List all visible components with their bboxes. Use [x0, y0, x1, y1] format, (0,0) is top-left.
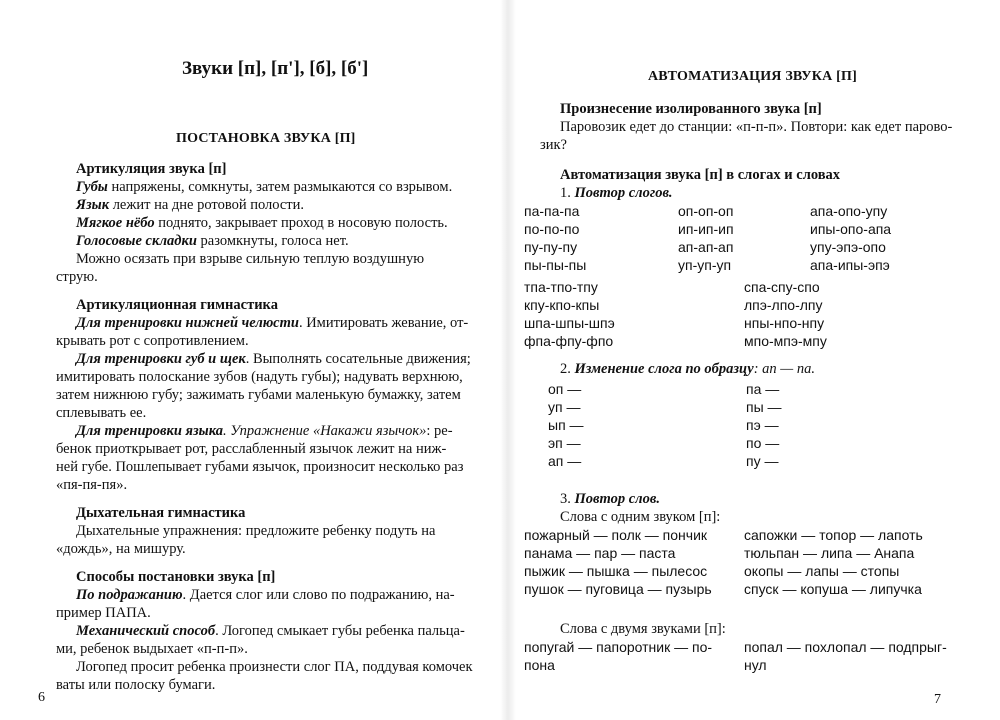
word-row: спуск — копуша — липучка — [744, 581, 922, 597]
pattern-item: ап — — [548, 453, 582, 469]
syllable-item: апа-опо-упу — [810, 203, 888, 219]
right-page — [508, 0, 1000, 720]
methods-line: ми, ребенок выдыхает «п-п-п». — [56, 641, 248, 657]
isolated-heading: Произнесение изолированного звука [п] — [560, 101, 822, 117]
page-title: Звуки [п], [п'], [б], [б'] — [182, 58, 369, 79]
syllable-item: ип-ип-ип — [678, 221, 734, 237]
page-number: 7 — [934, 692, 941, 707]
articulation-para: струю. — [56, 269, 98, 285]
articulation-line: Язык лежит на дне ротовой полости. — [76, 197, 305, 213]
gymnastics-line: Для тренировки губ и щек. Выполнять сосательные движения; — [76, 351, 471, 367]
page-title: АВТОМАТИЗАЦИЯ ЗВУКА [П] — [648, 69, 857, 84]
gymnastics-line: ней губе. Пошлепывает губами язычок, произносит несколько раз — [56, 459, 464, 475]
word-row: панама — пар — паста — [524, 545, 676, 561]
syllable-item: пы-пы-пы — [524, 257, 587, 273]
syllable-item: нпы-нпо-нпу — [744, 315, 825, 331]
syllable-item: фпа-фпу-фпо — [524, 333, 614, 349]
pattern-item: пу — — [746, 453, 779, 469]
syllable-item: шпа-шпы-шпэ — [524, 315, 615, 331]
gymnastics-line: имитировать полоскание зубов (надуть губы); надувать верхнюю, — [56, 369, 463, 385]
syllable-item: мпо-мпэ-мпу — [744, 333, 827, 349]
syllable-item: пу-пу-пу — [524, 239, 578, 255]
syllable-item: лпэ-лпо-лпу — [744, 297, 823, 313]
articulation-line: Голосовые складки разомкнуты, голоса нет. — [76, 233, 349, 249]
pattern-item: па — — [746, 381, 780, 397]
pattern-item: пэ — — [746, 417, 779, 433]
methods-heading: Способы постановки звука [п] — [76, 569, 276, 585]
pattern-item: ып — — [548, 417, 584, 433]
word-row: пыжик — пышка — пылесос — [524, 563, 708, 579]
isolated-line: Паровозик едет до станции: «п-п-п». Повтори: как едет парово- — [560, 119, 953, 135]
gymnastics-line: Для тренировки нижней челюсти. Имитировать жевание, от- — [76, 315, 469, 331]
word-row: нул — [744, 657, 767, 673]
page-number: 6 — [38, 690, 45, 705]
breathing-line: «дождь», на мишуру. — [56, 541, 186, 557]
gymnastics-line: сплевывать ее. — [56, 405, 147, 421]
pattern-item: уп — — [548, 399, 581, 415]
syllable-item: уп-уп-уп — [678, 257, 732, 273]
syllable-item: оп-оп-оп — [678, 203, 734, 219]
word-row: окопы — лапы — стопы — [744, 563, 900, 579]
methods-line: Логопед просит ребенка произнести слог ПА, поддувая комочек — [76, 659, 473, 675]
word-row: тюльпан — липа — Анапа — [744, 545, 915, 561]
isolated-line: зик? — [540, 137, 567, 153]
methods-line: По подражанию. Дается слог или слово по подражанию, на- — [76, 587, 455, 603]
gymnastics-line: Для тренировки языка. Упражнение «Накажи язычок»: ре- — [76, 423, 453, 439]
methods-line: Механический способ. Логопед смыкает губы ребенка пальца- — [76, 623, 465, 639]
syllable-item: апа-ипы-эпэ — [810, 257, 890, 273]
gymnastics-line: затем нижнюю губу; зажимать губами маленькую бумажку, затем — [56, 387, 461, 403]
gymnastics-heading: Артикуляционная гимнастика — [76, 297, 278, 313]
word-row: сапожки — топор — лапоть — [744, 527, 923, 543]
syllable-item: упу-эпэ-опо — [810, 239, 886, 255]
word-row: пожарный — полк — пончик — [524, 527, 708, 543]
word-row: попал — похлопал — подпрыг- — [744, 639, 947, 655]
syllables-heading: Автоматизация звука [п] в слогах и словах — [560, 167, 841, 183]
pattern-item: оп — — [548, 381, 582, 397]
syllable-item: па-па-па — [524, 203, 580, 219]
syllable-item: ап-ап-ап — [678, 239, 734, 255]
syllable-item: ипы-опо-апа — [810, 221, 892, 237]
pattern-item: эп — — [548, 435, 581, 451]
articulation-heading: Артикуляция звука [п] — [76, 161, 227, 177]
task-3-heading: 3. Повтор слов. — [560, 491, 660, 507]
task-2-heading: 2. Изменение слога по образцу: ап — па. — [560, 361, 815, 377]
gymnastics-line: «пя-пя-пя». — [56, 477, 128, 493]
one-sound-label: Слова с одним звуком [п]: — [560, 509, 721, 525]
word-row: пушок — пуговица — пузырь — [524, 581, 712, 597]
methods-line: ваты или полоску бумаги. — [56, 677, 216, 693]
two-sounds-label: Слова с двумя звуками [п]: — [560, 621, 726, 637]
syllable-item: кпу-кпо-кпы — [524, 297, 600, 313]
gymnastics-line: бенок приоткрывает рот, расслабленный язычок лежит на ниж- — [56, 441, 447, 457]
syllable-item: спа-спу-спо — [744, 279, 820, 295]
section-title: ПОСТАНОВКА ЗВУКА [П] — [176, 131, 356, 146]
breathing-heading: Дыхательная гимнастика — [76, 505, 246, 521]
articulation-line: Мягкое нёбо поднято, закрывает проход в носовую полость. — [76, 215, 448, 231]
word-row: попугай — папоротник — по- — [524, 639, 713, 655]
articulation-para: Можно осязать при взрыве сильную теплую воздушную — [76, 251, 425, 267]
syllable-item: тпа-тпо-тпу — [524, 279, 598, 295]
breathing-line: Дыхательные упражнения: предложите ребенку подуть на — [76, 523, 436, 539]
word-row: пона — [524, 657, 555, 673]
gymnastics-line: крывать рот с сопротивлением. — [56, 333, 249, 349]
pattern-item: пы — — [746, 399, 782, 415]
articulation-line: Губы напряжены, сомкнуты, затем размыкаются со взрывом. — [76, 179, 453, 195]
pattern-item: по — — [746, 435, 780, 451]
syllable-item: по-по-по — [524, 221, 580, 237]
task-1-heading: 1. Повтор слогов. — [560, 185, 673, 201]
methods-line: пример ПАПА. — [56, 605, 151, 621]
